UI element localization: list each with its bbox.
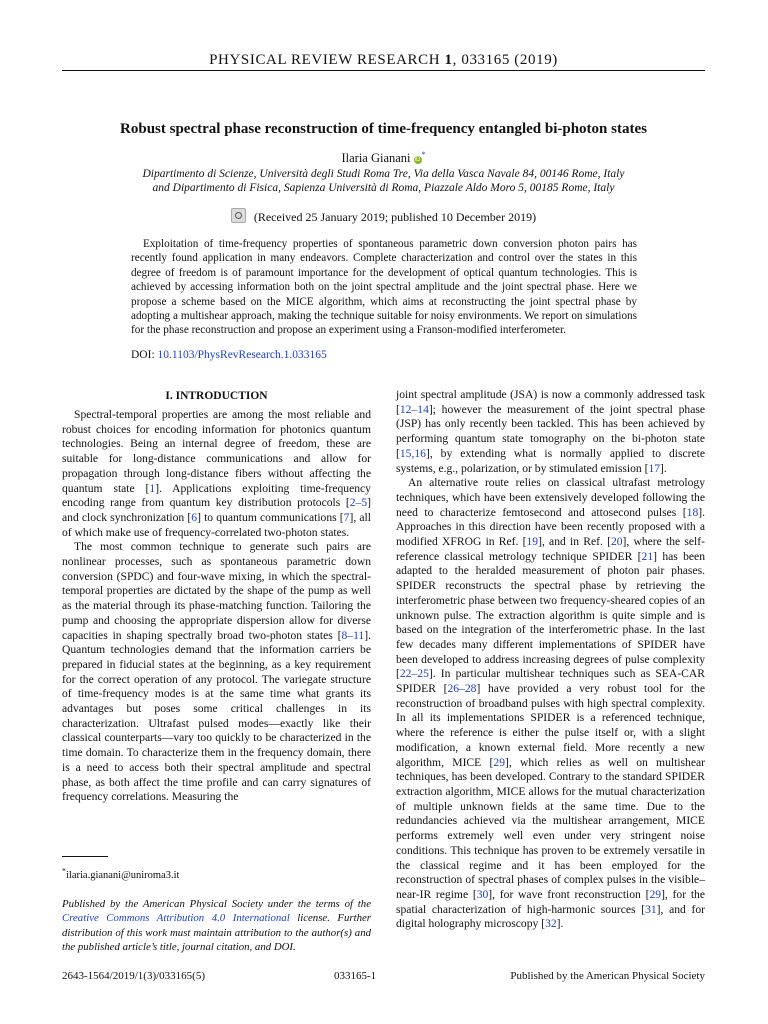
text-run: An alternative route relies on classical ultrafast metrology techniques, which have been extensively developed following the need to characterize femtosecond and attosecond pulses [: [396, 476, 705, 519]
citation-link[interactable]: 17: [648, 461, 661, 475]
doi-link[interactable]: 10.1103/PhysRevResearch.1.033165: [157, 349, 327, 361]
text-run: ], and for digital holography microscopy [: [396, 902, 705, 931]
license-notice: [62, 897, 371, 955]
journal-name: PHYSICAL REVIEW RESEARCH: [209, 52, 441, 68]
text-run: license. Further distribution of this work must maintain attribution to the author(s) and the published article’s title, journal citation, and DOI.: [62, 912, 371, 954]
text-run: ], where the self-reference classical metrology technique SPIDER [: [396, 535, 705, 563]
text-run: The most common technique to generate such pairs are nonlinear processes, such as spontaneous parametric down conversion (SPDC) and four-wave mixing, in which the spectral-temporal properties are dictated by the shape of the pump as well as the material through its phase-matching function. Tailoring the pump and choosing the appropriate dispersion allow for diverse capacities in shaping spectrally broad two-photon states [: [62, 540, 371, 642]
doi-label: DOI:: [131, 349, 158, 361]
right-column: [396, 388, 705, 932]
intro-paragraph-2-continued: [396, 388, 705, 476]
text-run: ]. Applications exploiting time-frequency encoding range from quantum key distribution protocols [: [62, 481, 371, 510]
text-run: ]. Approaches in this direction have been recently proposed with a modified XFROG in Ref. [: [396, 505, 705, 549]
text-run: joint spectral amplitude (JSA) is now a commonly addressed task [: [396, 388, 705, 416]
footnote-mark: *: [62, 866, 66, 876]
citation-link[interactable]: 22–25: [399, 667, 429, 681]
affiliation-1: Dipartimento di Scienze, Università degli Studi Roma Tre, Via della Vasca Navale 84, 00146 Rome, Italy: [142, 168, 625, 180]
doi-line: [131, 348, 637, 362]
citation-link[interactable]: 20: [610, 535, 623, 549]
journal-header: [62, 50, 705, 70]
received-line: [62, 208, 705, 225]
citation-link[interactable]: 30: [476, 887, 489, 901]
citation-link[interactable]: 29: [649, 887, 662, 901]
footer-page-number: 033165-1: [334, 970, 377, 982]
left-column: [62, 408, 371, 805]
text-run: ]; however the measurement of the joint spectral phase (JSP) has only recently been tackled. This has been achieved by performing quantum state tomography on the bi-photon state [: [396, 402, 705, 460]
citation-link[interactable]: 18: [686, 505, 699, 519]
text-run: ]. In particular multishear techniques such as SEA-CAR SPIDER [: [396, 667, 705, 696]
citation-link[interactable]: 8–11: [341, 628, 365, 642]
text-run: ] has been adapted to the heralded measurement of photon pair phases. SPIDER reconstructs the spectral phase by retrieving the interferometric phase between two frequency-sheared copies of an unknown pulse. The extraction algorithm is quite simple and is based on the integration of the interferometric phase. In the last few decades many different implementations of SPIDER have been developed to address increasing degrees of pulse complexity [: [396, 549, 705, 681]
citation-link[interactable]: 32: [545, 917, 557, 931]
citation-link[interactable]: 29: [493, 755, 505, 769]
author-email[interactable]: ilaria.gianani@uniroma3.it: [66, 870, 180, 881]
crossmark-icon[interactable]: [231, 208, 246, 223]
citation-link[interactable]: 12–14: [399, 402, 429, 416]
text-run: ], by extending what is normally applied to discrete systems, e.g., polarization, or by stimulated emission [: [396, 446, 705, 475]
section-heading: I. INTRODUCTION: [165, 390, 268, 402]
journal-volume: 1: [444, 52, 453, 68]
text-run: ] and clock synchronization [: [62, 496, 371, 524]
text-run: Spectral-temporal properties are among the most reliable and robust choices for encoding information for photonics quantum technologies. Being an internal degree of freedom, these are suitable for long-distance communications and allow for propagation through long-distance fibers without affecting the quantum state [: [62, 408, 371, 495]
abstract: Exploitation of time-frequency properties of spontaneous parametric down conversion photon pairs has recently found application in many endeavors. Complete characterization and control over the states in this degree of freedom is of paramount importance for the development of optical quantum technologies. This is achieved by accessing information both on the joint spectral amplitude and the joint spectral phase. Here we propose a scheme based on the MICE algorithm, which aims at reconstructing the joint spectral phase by adopting a multishear approach, making the technique suitable for noisy environments. We report on simulations for the phase reconstruction and propose an experiment using a Franson-modified interferometer.: [131, 238, 637, 337]
citation-link[interactable]: 2–5: [349, 496, 368, 510]
citation-link[interactable]: 31: [645, 902, 657, 916]
text-run: Published by the American Physical Society under the terms of the: [62, 898, 371, 910]
journal-citation: , 033165 (2019): [452, 52, 558, 68]
citation-link[interactable]: 21: [641, 549, 654, 563]
orcid-icon[interactable]: iD: [414, 157, 421, 163]
text-run: ].: [660, 461, 667, 475]
footnote-rule: [62, 856, 108, 857]
author-footnote-mark[interactable]: *: [421, 149, 426, 159]
footer-publisher: Published by the American Physical Society: [510, 970, 705, 982]
affiliation-2: and Dipartimento di Fisica, Sapienza Università di Roma, Piazzale Aldo Moro 5, 00185 Rome, Italy: [152, 182, 615, 194]
footer-issn: 2643-1564/2019/1(3)/033165(5): [62, 970, 205, 982]
citation-link[interactable]: 26–28: [447, 682, 477, 696]
intro-paragraph-3: [396, 476, 705, 932]
citation-link[interactable]: 19: [526, 535, 539, 549]
text-run: ], for wave front reconstruction [: [488, 887, 650, 901]
paper-title: Robust spectral phase reconstruction of time-frequency entangled bi-photon states: [120, 121, 647, 137]
text-run: ], for the spatial characterization of high-harmonic sources [: [396, 887, 705, 916]
text-run: ], all of which make use of frequency-correlated two-photon states.: [62, 510, 371, 539]
citation-link[interactable]: 6: [191, 510, 198, 524]
text-run: ] to quantum communications [: [197, 510, 344, 524]
author-line: [62, 150, 705, 166]
text-run: ] have provided a very robust tool for the reconstruction of broadband pulses with high spectral complexity. In all its implementations SPIDER is a referenced technique, where the reference is either the pulse itself or, with a slight modification, a known external field. More recently a new algorithm, MICE [: [396, 682, 705, 769]
citation-link[interactable]: 7: [343, 510, 350, 524]
text-run: ], and in Ref. [: [538, 535, 611, 549]
citation-link[interactable]: 1: [149, 481, 156, 495]
intro-paragraph-1: [62, 408, 371, 540]
license-link[interactable]: Creative Commons Attribution 4.0 International: [62, 912, 290, 925]
intro-paragraph-2: [62, 540, 371, 805]
header-rule: [62, 70, 705, 71]
footnote: [62, 866, 180, 883]
received-dates: (Received 25 January 2019; published 10 December 2019): [253, 210, 537, 224]
author-name[interactable]: Ilaria Gianani: [341, 151, 411, 165]
citation-link[interactable]: 15,16: [399, 446, 426, 460]
text-run: ], which relies as well on multishear techniques, has been developed. Contrary to the standard SPIDER extraction algorithm, MICE allows for the mutual characterization of multiple unknown fields at the same time. Due to the redundancies achieved via the multishear arrangement, MICE performs extremely well even under very stringent noise conditions. This technique has proven to be extremely versatile in the classical regime and it has been employed for the reconstruction of spectral phases of complex pulses in the visible–near-IR regime [: [396, 755, 705, 901]
text-run: ].: [556, 917, 564, 931]
text-run: ]. Quantum technologies demand that the information carriers be prepared in fiducial states at the beginning, as a key requirement for the correct operation of any protocol. The variegate structure of time-frequency modes is at the same time what grants its advantages but poses some critical challenges in its characterization. Ultrafast pulsed modes—exactly like their classical counterparts—vary too quickly to be characterized in the time domain. To characterize them in the frequency domain, there is a need to access both their spectral amplitude and spectral phase, as both affect the time profile and can carry signatures of frequency correlations. Measuring the: [62, 628, 371, 804]
